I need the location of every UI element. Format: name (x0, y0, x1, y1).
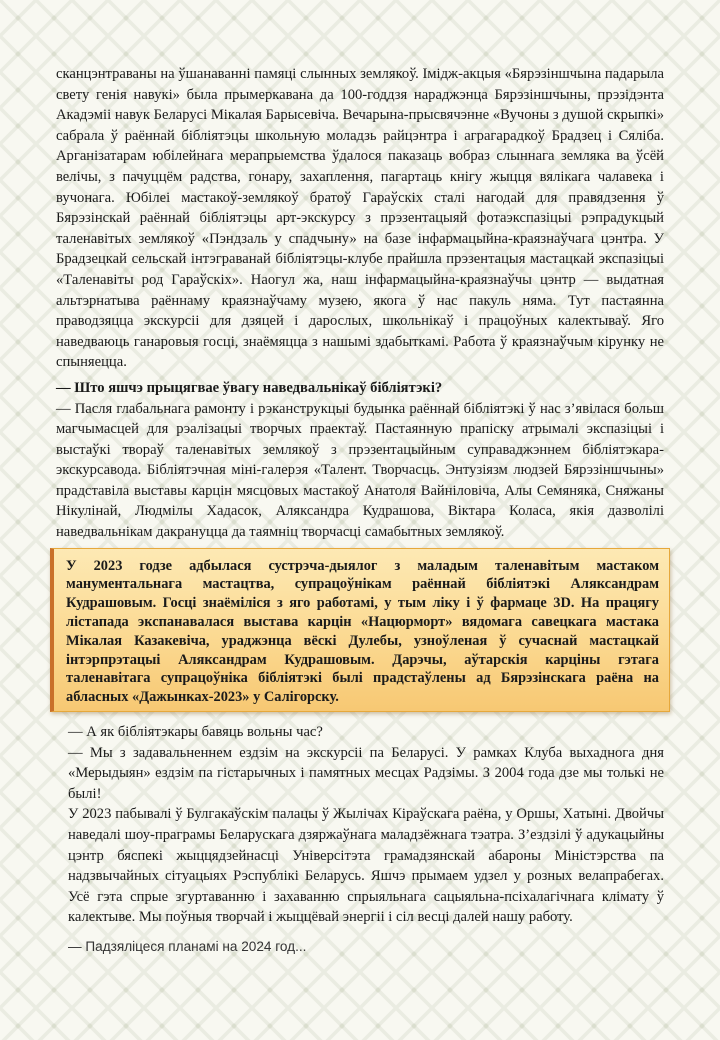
question-attractions: — Што яшчэ прыцягвае ўвагу наведвальнікаў бібліятэкі? (56, 379, 443, 396)
highlight-box (50, 548, 670, 712)
question-free-time: — А як бібліятэкары бавяць вольны час? (68, 724, 323, 741)
paragraph-intro: сканцэнтраваны на ўшанаванні памяці слынных землякоў. Імідж-акцыя «Бярэзіншчына падарыла свету генія навукі» была прымеркавана да 100-годдзя нараджэнца Бярэзіншчыны, прэзідэнта Акадэміі навук Беларусі Мікалая Барысевіча. Вечарына-прысвячэнне «Вучоны з душой скрыпкі» сабрала ў раённай бібліятэцы школьную моладзь райцэнтра і аграгарадкоў Брадзец і Сяліба. Арганізатарам юбілейнага мерапрыемства ўдалося паказаць вобраз слыннага земляка ва ўсёй велічы, з пачуццём радства, гонару, захаплення, пагартаць кнігу жыцця вялікага чалавека і вучонага. Юбілеі мастакоў-землякоў братоў Гараўскіх сталі нагодай для правядзення ў Бярэзінскай раённай бібліятэцы арт-экскурсу з прэзентацыяй фотаэкспазіцыі рэпрадукцый таленавітых землякоў «Пэндзаль у спадчыну» на базе інфармацыйна-краязнаўчага цэнтра. У Брадзецкай сельскай інтэграванай бібліятэцы-клубе прайшла прэзентацыя мастацкай экспазіцыі «Таленавіты род Гараўскіх». Наогул жа, наш інфармацыйна-краязнаўчы цэнтр — выдатная альтэрнатыва раённаму краязнаўчаму музею, якога ў нас пакуль няма. Тут пастаянна праводзяцца экскурсіі для дзяцей і дарослых, школьнікаў і працоўных калектываў. Яго наведваюць ганаровыя госці, знаёмяцца з нашымі здабыткамі. Работа ў краязнаўчым кірунку не спыняецца. (56, 66, 664, 371)
answer-free-time: — Мы з задавальненнем ездзім на экскурсіі па Беларусі. У рамках Клуба выхаднога дня «Мерыдыян» ездзім па гістарычных і памятных месцах Радзімы. З 2004 года дзе мы толькі не былі! (68, 744, 664, 802)
dialog-section (56, 722, 664, 958)
highlight-text: У 2023 годзе адбылася сустрэча-дыялог з маладым таленавітым мастаком манументальнага мастацтва, супрацоўнікам раённай бібліятэкі Аляксандрам Кудрашовым. Госці знаёміліся з яго работамі, у тым ліку і ў фармаце 3D. На працягу лістапада экспанавалася выстава карцін «Нацюрморт» вядомага савецкага мастака Мікалая Казакевіча, ураджэнца вёскі Дулебы, узноўленая ў сучаснай мастацкай інтэрпрэтацыі Аляксандрам Кудрашовым. Дарэчы, аўтарскія карціны гэтага таленавітага супрацоўніка бібліятэкі былі прадстаўлены ад Бярэзінскага раёна на абласных «Дажынках-2023» у Салігорску. (66, 557, 659, 706)
article-body (56, 64, 664, 958)
question-plans: — Падзяліцеся планамі на 2024 год... (68, 938, 307, 954)
answer-attractions: — Пасля глабальнага рамонту і рэканструкцыі будынка раённай бібліятэкі ў нас з’явілася больш магчымасцей для рэалізацыі творчых праектаў. Пастаянную прапіску атрымалі экспазіцыі і выстаўкі твораў таленавітых землякоў з прэзентацыйным суправаджэннем бібліятэкара-экскурсавода. Бібліятэчная міні-галерэя «Талент. Творчасць. Энтузіязм людзей Бярэзіншчыны» прадставіла выставы карцін мясцовых мастакоў Анатоля Вайніловіча, Алы Семяняка, Сняжаны Нікулінай, Людмілы Хадасок, Аляксандра Кудрашова, Віктара Коласа, якія дазволілі наведвальнікам дакрануцца да таямніц творчасці самабытных землякоў. (56, 400, 664, 541)
answer-trips-2023: У 2023 пабывалі ў Булгакаўскім палацы ў Жылічах Кіраўскага раёна, у Оршы, Хатыні. Двойчы наведалі шоу-праграмы Беларускага дзяржаўнага маладзёжнага тэатра. З’ездзілі ў адукацыйны цэнтр бяспекі жыццядзейнасці Універсітэта грамадзянскай абароны Міністэрства па надзвычайных сітуацыях Рэспублікі Беларусь. Яшчэ прымаем удзел у розных велапрабегах. Усё гэта спрые згуртаванню і захаванню спрыяльнага сацыяльна-псіхалагічнага клімату ў калектыве. Мы поўныя творчай і жыццёвай энергіі і сіл весці далей нашу работу. (68, 806, 664, 926)
